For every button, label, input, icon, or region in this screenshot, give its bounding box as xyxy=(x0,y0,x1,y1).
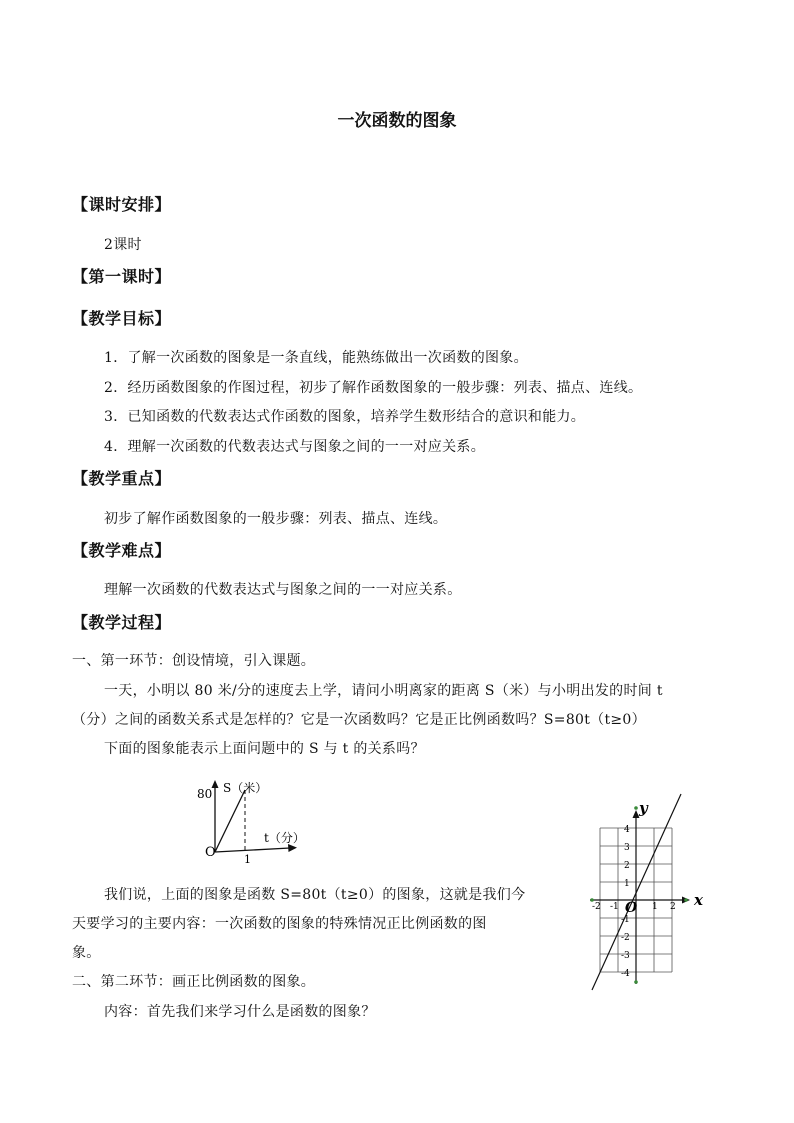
process-step2-paragraph: 内容：首先我们来学习什么是函数的图象？ xyxy=(104,1004,376,1020)
objective-item-2: 2．经历函数图象的作图过程，初步了解作函数图象的一般步骤：列表、描点、连线。 xyxy=(104,380,643,396)
xy-graph-x-tick: 1 xyxy=(652,902,658,912)
heading-key-points: 【教学重点】 xyxy=(72,469,172,488)
xy-graph-x-tick: -2 xyxy=(592,902,601,912)
heading-first-lesson: 【第一课时】 xyxy=(72,267,172,286)
st-graph-y-value: 80 xyxy=(197,787,213,801)
xy-graph-x-label: x xyxy=(694,891,703,909)
heading-process: 【教学过程】 xyxy=(72,613,172,632)
process-step1-conclusion-line1: 我们说，上面的图象是函数 S=80t（t≥0）的图象，这就是我们今 xyxy=(104,887,526,903)
process-step1-paragraph-line2: （分）之间的函数关系式是怎样的？它是一次函数吗？它是正比例函数吗？S=80t（t≥0） xyxy=(72,712,646,728)
xy-graph-x-tick: -1 xyxy=(610,902,619,912)
st-graph-x-value: 1 xyxy=(244,853,251,866)
xy-graph-y-tick: -4 xyxy=(621,969,630,979)
objective-item-3: 3．已知函数的代数表达式作函数的图象，培养学生数形结合的意识和能力。 xyxy=(104,409,586,425)
xy-graph-marker-bottom xyxy=(634,980,638,984)
xy-graph-origin: O xyxy=(625,900,638,916)
xy-graph-y-tick: 4 xyxy=(624,825,630,835)
xy-graph-marker-top xyxy=(634,806,638,810)
st-graph-figure xyxy=(190,772,320,872)
objective-item-1: 1．了解一次函数的图象是一条直线，能熟练做出一次函数的图象。 xyxy=(104,350,528,366)
heading-objectives: 【教学目标】 xyxy=(72,309,172,328)
xy-graph-y-tick: 1 xyxy=(624,879,630,889)
xy-graph-x-tick: 2 xyxy=(670,902,676,912)
st-graph-y-arrow xyxy=(212,780,219,788)
xy-graph-y-tick: -1 xyxy=(621,915,630,925)
process-step2-title: 二、第二环节：画正比例函数的图象。 xyxy=(72,974,316,990)
st-graph-x-arrow xyxy=(288,844,297,852)
heading-schedule: 【课时安排】 xyxy=(72,195,172,214)
difficulties-text: 理解一次函数的代数表达式与图象之间的一一对应关系。 xyxy=(104,582,462,598)
st-graph-x-axis xyxy=(215,848,290,852)
xy-graph-y-tick: 2 xyxy=(624,861,630,871)
process-step1-conclusion-line2: 天要学习的主要内容：一次函数的图象的特殊情况正比例函数的图 xyxy=(72,916,487,932)
process-step1-paragraph-line1: 一天，小明以 80 米/分的速度去上学，请问小明离家的距离 S（米）与小明出发的时间 t xyxy=(104,683,663,699)
process-step1-title: 一、第一环节：创设情境，引入课题。 xyxy=(72,653,316,669)
st-graph-line xyxy=(215,790,245,852)
objective-item-4: 4．理解一次函数的代数表达式与图象之间的一一对应关系。 xyxy=(104,439,486,455)
xy-graph-marker-right xyxy=(684,898,688,902)
document-title: 一次函数的图象 xyxy=(337,111,457,131)
xy-graph-y-tick: -2 xyxy=(621,933,630,943)
st-graph-y-label: S（米） xyxy=(223,781,268,795)
xy-graph-y-label: y xyxy=(639,799,648,817)
schedule-text: 2课时 xyxy=(104,237,142,253)
heading-difficulties: 【教学难点】 xyxy=(72,541,172,560)
xy-graph-figure xyxy=(584,788,710,998)
xy-graph-y-tick: -3 xyxy=(621,951,630,961)
process-step1-question: 下面的图象能表示上面问题中的 S 与 t 的关系吗？ xyxy=(104,741,425,757)
key-points-text: 初步了解作函数图象的一般步骤：列表、描点、连线。 xyxy=(104,511,448,527)
process-step1-conclusion-line3: 象。 xyxy=(72,945,101,961)
xy-graph-y-tick: 3 xyxy=(624,843,630,853)
st-graph-x-label: t（分） xyxy=(264,831,305,845)
st-graph-origin: O xyxy=(205,845,216,860)
